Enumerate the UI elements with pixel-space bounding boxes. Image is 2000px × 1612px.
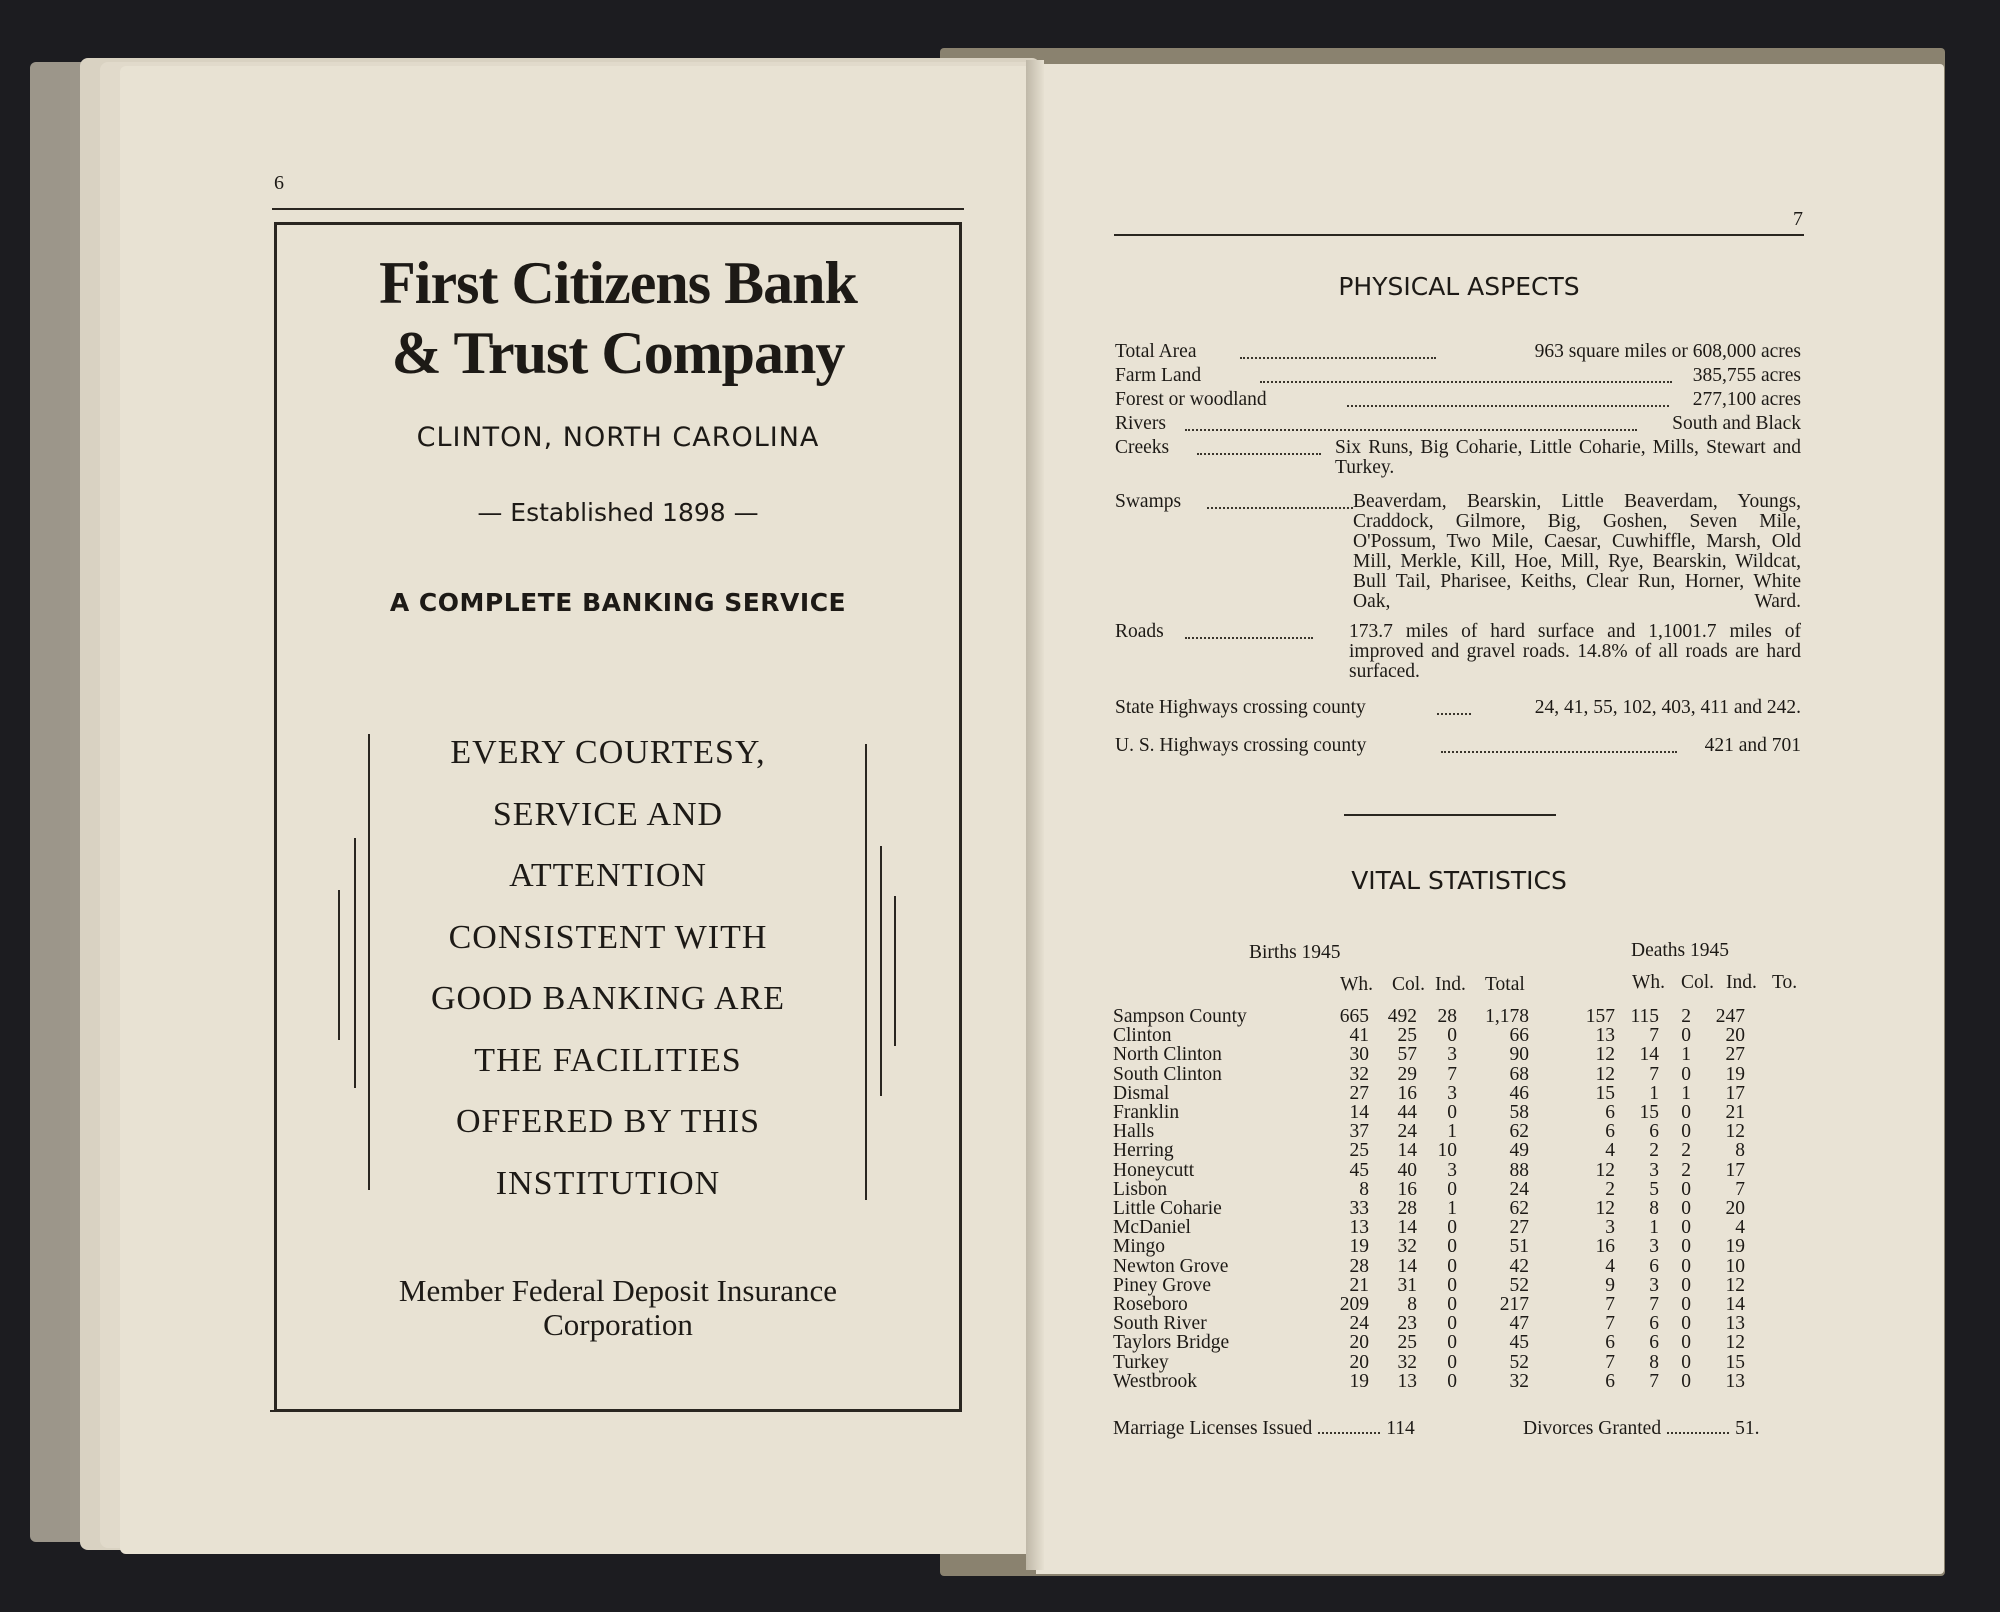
- deaths-cell: 13: [1595, 1025, 1615, 1047]
- deaths-cell: 27: [1725, 1044, 1745, 1066]
- births-cell: 13: [1397, 1370, 1417, 1392]
- header-rule-right: [1114, 234, 1804, 236]
- deaths-cell: 9: [1605, 1274, 1615, 1296]
- fdic-membership: [274, 1274, 962, 1342]
- table-row: [1113, 1065, 1745, 1084]
- deaths-cell: 17: [1725, 1082, 1745, 1104]
- births-cell: 62: [1509, 1198, 1529, 1220]
- motto-line: CONSISTENT WITH: [448, 918, 768, 956]
- deaths-cell: 2: [1605, 1178, 1615, 1200]
- deaths-cell: 1: [1681, 1082, 1691, 1104]
- deaths-cell: 13: [1725, 1370, 1745, 1392]
- deaths-cell: 12: [1725, 1274, 1745, 1296]
- leader-dots: [1441, 736, 1677, 753]
- book-gutter: [1026, 60, 1044, 1570]
- deaths-cell: 3: [1605, 1217, 1615, 1239]
- deaths-cell: 16: [1595, 1236, 1615, 1258]
- aspect-value: 277,100 acres: [1692, 389, 1801, 410]
- aspect-label: Creeks: [1115, 437, 1170, 458]
- col-header: Col.: [1392, 974, 1426, 995]
- motto-left-line-inner: [338, 890, 340, 1040]
- table-row: [1113, 1199, 1745, 1218]
- deaths-cell: 2: [1681, 1140, 1691, 1162]
- births-cell: 19: [1349, 1370, 1369, 1392]
- township-name: McDaniel: [1113, 1217, 1191, 1239]
- deaths-cell: 17: [1725, 1159, 1745, 1181]
- deaths-cell: 20: [1725, 1198, 1745, 1220]
- births-cell: 40: [1397, 1159, 1417, 1181]
- deaths-cell: 2: [1649, 1140, 1659, 1162]
- table-row: [1113, 1276, 1745, 1295]
- births-cell: 44: [1397, 1102, 1417, 1124]
- births-cell: 14: [1397, 1140, 1417, 1162]
- table-row: [1113, 1103, 1745, 1122]
- births-cell: 32: [1349, 1063, 1369, 1085]
- table-row: [1113, 1122, 1745, 1141]
- advertisement-bottom-rule: [270, 1410, 960, 1412]
- deaths-cell: 8: [1649, 1198, 1659, 1220]
- township-name: Herring: [1113, 1140, 1174, 1162]
- deaths-cell: 7: [1735, 1178, 1745, 1200]
- aspect-value: Six Runs, Big Coharie, Little Coharie, Mills, Stewart and Turkey.: [1335, 437, 1801, 478]
- leader-dots: [1185, 622, 1313, 639]
- header-rule: [272, 208, 964, 210]
- physical-aspects-title: PHYSICAL ASPECTS: [1338, 272, 1580, 301]
- deaths-cell: 13: [1725, 1313, 1745, 1335]
- deaths-cell: 0: [1681, 1178, 1691, 1200]
- deaths-cell: 8: [1649, 1351, 1659, 1373]
- deaths-cell: 7: [1649, 1370, 1659, 1392]
- deaths-cell: 3: [1649, 1274, 1659, 1296]
- col-header: Wh.: [1632, 972, 1666, 993]
- births-cell: 30: [1349, 1044, 1369, 1066]
- deaths-cell: 1: [1649, 1217, 1659, 1239]
- aspect-state-highways: [1115, 698, 1801, 720]
- aspect-forest: [1115, 390, 1801, 412]
- bank-name-line1: First Citizens Bank: [379, 250, 857, 316]
- aspect-value: Beaverdam, Bearskin, Little Beaverdam, Youngs, Craddock, Gilmore, Big, Goshen, Seven Mile, O'Possum, Two Mile, Caesar, Cuwhiffle, Marsh, Old Mill, Merkle, Kill, Hoe, Mill, Rye, Bearskin, Wildcat, Bull Tail, Pharisee, Keiths, Clear Run, Horner, White Oak, Ward.: [1353, 491, 1801, 612]
- births-cell: 492: [1387, 1006, 1417, 1027]
- deaths-cell: 12: [1595, 1063, 1615, 1085]
- deaths-cell: 12: [1595, 1044, 1615, 1066]
- births-cell: 25: [1397, 1025, 1417, 1047]
- births-cell: 66: [1509, 1025, 1529, 1047]
- motto-line: INSTITUTION: [495, 1164, 721, 1202]
- deaths-label: Deaths 1945: [1631, 940, 1730, 961]
- births-cell: 21: [1349, 1274, 1369, 1296]
- bank-name-line2: & Trust Company: [391, 320, 845, 386]
- deaths-cell: 21: [1725, 1102, 1745, 1124]
- township-name: Clinton: [1113, 1025, 1172, 1047]
- table-row: [1113, 1180, 1745, 1199]
- leader-dots: [1207, 492, 1353, 509]
- township-name: Taylors Bridge: [1113, 1332, 1230, 1354]
- births-cell: 0: [1447, 1351, 1457, 1373]
- deaths-cell: 0: [1681, 1121, 1691, 1143]
- vital-statistics-title: VITAL STATISTICS: [1351, 866, 1567, 895]
- aspect-value: 385,755 acres: [1692, 365, 1801, 386]
- deaths-cell: 12: [1725, 1332, 1745, 1354]
- births-cell: 13: [1349, 1217, 1369, 1239]
- deaths-cell: 7: [1649, 1294, 1659, 1316]
- deaths-cell: 0: [1681, 1351, 1691, 1373]
- births-cell: 58: [1509, 1102, 1529, 1124]
- leader-dots: [1347, 390, 1669, 407]
- deaths-cell: 0: [1681, 1236, 1691, 1258]
- col-header: Col.: [1681, 972, 1715, 993]
- aspect-value: South and Black: [1672, 413, 1801, 434]
- births-cell: 1: [1447, 1198, 1457, 1220]
- township-name: Roseboro: [1113, 1294, 1188, 1316]
- aspect-label: Farm Land: [1115, 365, 1202, 386]
- births-cell: 41: [1349, 1025, 1369, 1047]
- bank-name: [274, 248, 962, 388]
- deaths-cell: 6: [1605, 1332, 1615, 1354]
- table-row: [1113, 1333, 1745, 1352]
- deaths-cell: 14: [1725, 1294, 1745, 1316]
- deaths-cell: 0: [1681, 1102, 1691, 1124]
- deaths-cell: 8: [1735, 1140, 1745, 1162]
- deaths-cell: 1: [1681, 1044, 1691, 1066]
- births-cell: 29: [1397, 1063, 1417, 1085]
- births-cell: 0: [1447, 1313, 1457, 1335]
- deaths-cell: 12: [1595, 1198, 1615, 1220]
- births-cell: 24: [1397, 1121, 1417, 1143]
- deaths-cell: 6: [1649, 1313, 1659, 1335]
- table-row: [1113, 1007, 1745, 1026]
- section-divider: [1344, 814, 1556, 816]
- deaths-cell: 10: [1725, 1255, 1745, 1277]
- births-cell: 31: [1397, 1274, 1417, 1296]
- township-name: Turkey: [1113, 1351, 1169, 1373]
- col-header: Total: [1485, 974, 1525, 995]
- deaths-cell: 5: [1649, 1178, 1659, 1200]
- deaths-cell: 7: [1605, 1313, 1615, 1335]
- deaths-cell: 4: [1735, 1217, 1745, 1239]
- births-cell: 90: [1509, 1044, 1529, 1066]
- divorces-granted: [1523, 1418, 1759, 1440]
- births-cell: 45: [1349, 1159, 1369, 1181]
- table-row: [1113, 1237, 1745, 1256]
- births-cell: 14: [1397, 1255, 1417, 1277]
- deaths-cell: 6: [1649, 1121, 1659, 1143]
- deaths-cell: 6: [1649, 1332, 1659, 1354]
- aspect-us-highways: [1115, 736, 1801, 758]
- deaths-cell: 4: [1605, 1255, 1615, 1277]
- col-header: Wh.: [1340, 974, 1374, 995]
- births-cell: 0: [1447, 1025, 1457, 1047]
- township-name: Little Coharie: [1113, 1198, 1222, 1220]
- fdic-line1: Member Federal Deposit Insurance: [398, 1273, 838, 1308]
- births-cell: 3: [1447, 1044, 1457, 1066]
- births-cell: 25: [1397, 1332, 1417, 1354]
- motto-line: THE FACILITIES: [474, 1041, 742, 1079]
- births-cell: 0: [1447, 1255, 1457, 1277]
- motto-line: GOOD BANKING ARE: [430, 980, 786, 1017]
- township-name: Mingo: [1113, 1236, 1166, 1258]
- township-name: Dismal: [1113, 1082, 1170, 1104]
- deaths-cell: 157: [1585, 1006, 1615, 1027]
- births-cell: 68: [1509, 1063, 1529, 1085]
- births-cell: 45: [1509, 1332, 1529, 1354]
- births-cell: 28: [1349, 1255, 1369, 1277]
- births-cell: 19: [1349, 1236, 1369, 1258]
- deaths-cell: 6: [1649, 1255, 1659, 1277]
- aspect-label: Forest or woodland: [1115, 389, 1267, 410]
- births-cell: 32: [1509, 1370, 1529, 1392]
- deaths-cell: 7: [1649, 1025, 1659, 1047]
- table-row: [1113, 1161, 1745, 1180]
- table-row: [1113, 1045, 1745, 1064]
- vital-statistics-table: [1113, 1007, 1745, 1391]
- births-cell: 0: [1447, 1236, 1457, 1258]
- leader-dots: [1437, 698, 1471, 715]
- births-cell: 27: [1509, 1217, 1529, 1239]
- births-cell: 25: [1349, 1140, 1369, 1162]
- fdic-line2: Corporation: [543, 1307, 693, 1342]
- births-cell: 28: [1437, 1006, 1457, 1027]
- aspect-swamps: [1115, 492, 1801, 612]
- births-cell: 0: [1447, 1217, 1457, 1239]
- aspect-label: Total Area: [1115, 341, 1197, 362]
- leader-dots: [1260, 366, 1672, 383]
- motto-line: ATTENTION: [509, 857, 707, 894]
- births-cell: 0: [1447, 1178, 1457, 1200]
- motto-right-line-inner: [894, 896, 896, 1046]
- table-row: [1113, 1372, 1745, 1391]
- deaths-cell: 6: [1605, 1121, 1615, 1143]
- births-cell: 27: [1349, 1082, 1369, 1104]
- births-cell: 0: [1447, 1370, 1457, 1392]
- divorce-value: 51.: [1735, 1418, 1760, 1439]
- aspect-label: U. S. Highways crossing county: [1115, 735, 1367, 756]
- births-cell: 0: [1447, 1332, 1457, 1354]
- aspect-roads: [1115, 622, 1801, 686]
- township-name: Lisbon: [1113, 1178, 1168, 1200]
- aspect-value: 24, 41, 55, 102, 403, 411 and 242.: [1534, 697, 1801, 718]
- deaths-cell: 0: [1681, 1025, 1691, 1047]
- township-name: South Clinton: [1113, 1063, 1222, 1085]
- leader-dots: [1197, 438, 1321, 455]
- births-cell: 7: [1447, 1063, 1457, 1085]
- births-cell: 3: [1447, 1082, 1457, 1104]
- township-name: Newton Grove: [1113, 1255, 1229, 1277]
- motto-line: EVERY COURTESY,: [450, 734, 766, 771]
- table-row: [1113, 1314, 1745, 1333]
- births-cell: 10: [1437, 1140, 1457, 1162]
- col-header: Ind.: [1435, 974, 1466, 995]
- births-cell: 20: [1349, 1332, 1369, 1354]
- leader-dots: [1667, 1420, 1729, 1434]
- motto-right-line-outer: [865, 744, 867, 1200]
- aspect-label: Roads: [1115, 621, 1164, 642]
- births-cell: 88: [1509, 1159, 1529, 1181]
- aspect-total-area: [1115, 342, 1801, 364]
- births-cell: 33: [1349, 1198, 1369, 1220]
- page-number-right: 7: [1793, 208, 1803, 230]
- township-name: Honeycutt: [1113, 1159, 1195, 1181]
- deaths-cell: 0: [1681, 1294, 1691, 1316]
- page-number-left: 6: [274, 172, 284, 194]
- bank-established: — Established 1898 —: [477, 498, 759, 527]
- aspect-value: 963 square miles or 608,000 acres: [1534, 341, 1801, 362]
- aspect-creeks: [1115, 438, 1801, 482]
- deaths-cell: 20: [1725, 1025, 1745, 1047]
- deaths-cell: 3: [1649, 1159, 1659, 1181]
- births-cell: 32: [1397, 1236, 1417, 1258]
- births-cell: 665: [1339, 1006, 1369, 1027]
- divorce-label: Divorces Granted: [1523, 1418, 1662, 1439]
- births-cell: 24: [1509, 1178, 1529, 1200]
- births-cell: 8: [1359, 1178, 1369, 1200]
- births-cell: 37: [1349, 1121, 1369, 1143]
- deaths-cell: 12: [1725, 1121, 1745, 1143]
- motto-line: OFFERED BY THIS: [455, 1103, 761, 1140]
- deaths-cell: 2: [1681, 1006, 1691, 1027]
- township-name: Halls: [1113, 1121, 1155, 1143]
- table-row: [1113, 1026, 1745, 1045]
- births-cell: 23: [1397, 1313, 1417, 1335]
- leader-dots: [1185, 414, 1637, 431]
- bank-service-slogan: A COMPLETE BANKING SERVICE: [389, 588, 847, 617]
- motto-left-line-outer: [368, 734, 370, 1190]
- deaths-cell: 0: [1681, 1332, 1691, 1354]
- township-name: Sampson County: [1113, 1006, 1247, 1027]
- deaths-cell: 12: [1595, 1159, 1615, 1181]
- births-cell: 0: [1447, 1274, 1457, 1296]
- births-cell: 57: [1397, 1044, 1417, 1066]
- deaths-cell: 15: [1725, 1351, 1745, 1373]
- deaths-cell: 1: [1649, 1082, 1659, 1104]
- births-cell: 0: [1447, 1102, 1457, 1124]
- deaths-cell: 19: [1725, 1063, 1745, 1085]
- col-header: To.: [1772, 972, 1798, 993]
- deaths-cell: 115: [1630, 1006, 1659, 1027]
- deaths-cell: 2: [1681, 1159, 1691, 1181]
- bank-motto: [372, 722, 844, 1214]
- deaths-cell: 15: [1639, 1102, 1659, 1124]
- births-cell: 209: [1339, 1294, 1369, 1316]
- leader-dots: [1240, 342, 1436, 359]
- births-cell: 20: [1349, 1351, 1369, 1373]
- deaths-cell: 6: [1605, 1102, 1615, 1124]
- table-row: [1113, 1084, 1745, 1103]
- township-name: North Clinton: [1113, 1044, 1222, 1066]
- births-cell: 28: [1397, 1198, 1417, 1220]
- aspect-label: State Highways crossing county: [1115, 697, 1366, 718]
- aspect-value: 421 and 701: [1704, 735, 1801, 756]
- aspect-value: 173.7 miles of hard surface and 1,1001.7 miles of improved and gravel roads. 14.8% of all roads are hard surfaced.: [1349, 621, 1801, 682]
- deaths-cell: 15: [1595, 1082, 1615, 1104]
- table-row: [1113, 1257, 1745, 1276]
- births-cell: 8: [1407, 1294, 1417, 1316]
- deaths-cell: 7: [1649, 1063, 1659, 1085]
- births-cell: 49: [1509, 1140, 1529, 1162]
- births-cell: 62: [1509, 1121, 1529, 1143]
- births-cell: 51: [1509, 1236, 1529, 1258]
- aspect-label: Rivers: [1115, 413, 1166, 434]
- deaths-cell: 4: [1605, 1140, 1615, 1162]
- deaths-cell: 247: [1715, 1006, 1745, 1027]
- births-cell: 46: [1509, 1082, 1529, 1104]
- births-cell: 47: [1509, 1313, 1529, 1335]
- births-cell: 14: [1349, 1102, 1369, 1124]
- births-cell: 32: [1397, 1351, 1417, 1373]
- aspect-rivers: [1115, 414, 1801, 436]
- deaths-cell: 0: [1681, 1313, 1691, 1335]
- township-name: Westbrook: [1113, 1370, 1197, 1392]
- deaths-cell: 0: [1681, 1217, 1691, 1239]
- births-cell: 42: [1509, 1255, 1529, 1277]
- births-cell: 52: [1509, 1274, 1529, 1296]
- col-header: Ind.: [1726, 972, 1757, 993]
- marriage-value: 114: [1386, 1418, 1415, 1439]
- births-cell: 24: [1349, 1313, 1369, 1335]
- births-cell: 16: [1397, 1082, 1417, 1104]
- table-row: [1113, 1295, 1745, 1314]
- births-cell: 3: [1447, 1159, 1457, 1181]
- deaths-cell: 0: [1681, 1370, 1691, 1392]
- table-row: [1113, 1353, 1745, 1372]
- deaths-cell: 0: [1681, 1063, 1691, 1085]
- motto-line: SERVICE AND: [492, 795, 724, 833]
- births-label: Births 1945: [1249, 942, 1341, 963]
- bank-city: CLINTON, NORTH CAROLINA: [416, 422, 820, 453]
- township-name: Franklin: [1113, 1102, 1180, 1124]
- births-cell: 16: [1397, 1178, 1417, 1200]
- motto-right-line-mid: [880, 846, 882, 1096]
- deaths-cell: 0: [1681, 1198, 1691, 1220]
- deaths-cell: 7: [1605, 1294, 1615, 1316]
- motto-left-line-mid: [354, 838, 356, 1088]
- deaths-cell: 0: [1681, 1274, 1691, 1296]
- aspect-farm-land: [1115, 366, 1801, 388]
- births-cell: 1,178: [1485, 1006, 1529, 1027]
- leader-dots: [1318, 1420, 1380, 1434]
- township-name: South River: [1113, 1313, 1207, 1335]
- births-cell: 0: [1447, 1294, 1457, 1316]
- table-row: [1113, 1141, 1745, 1160]
- births-cell: 14: [1397, 1217, 1417, 1239]
- township-name: Piney Grove: [1113, 1274, 1212, 1296]
- marriage-label: Marriage Licenses Issued: [1113, 1418, 1313, 1439]
- table-row: [1113, 1218, 1745, 1237]
- births-cell: 52: [1509, 1351, 1529, 1373]
- aspect-label: Swamps: [1115, 491, 1182, 512]
- births-cell: 1: [1447, 1121, 1457, 1143]
- deaths-cell: 0: [1681, 1255, 1691, 1277]
- births-cell: 217: [1499, 1294, 1529, 1316]
- deaths-cell: 3: [1649, 1236, 1659, 1258]
- deaths-cell: 6: [1605, 1370, 1615, 1392]
- deaths-cell: 14: [1639, 1044, 1659, 1066]
- deaths-cell: 19: [1725, 1236, 1745, 1258]
- deaths-cell: 7: [1605, 1351, 1615, 1373]
- marriage-licenses: [1113, 1418, 1415, 1440]
